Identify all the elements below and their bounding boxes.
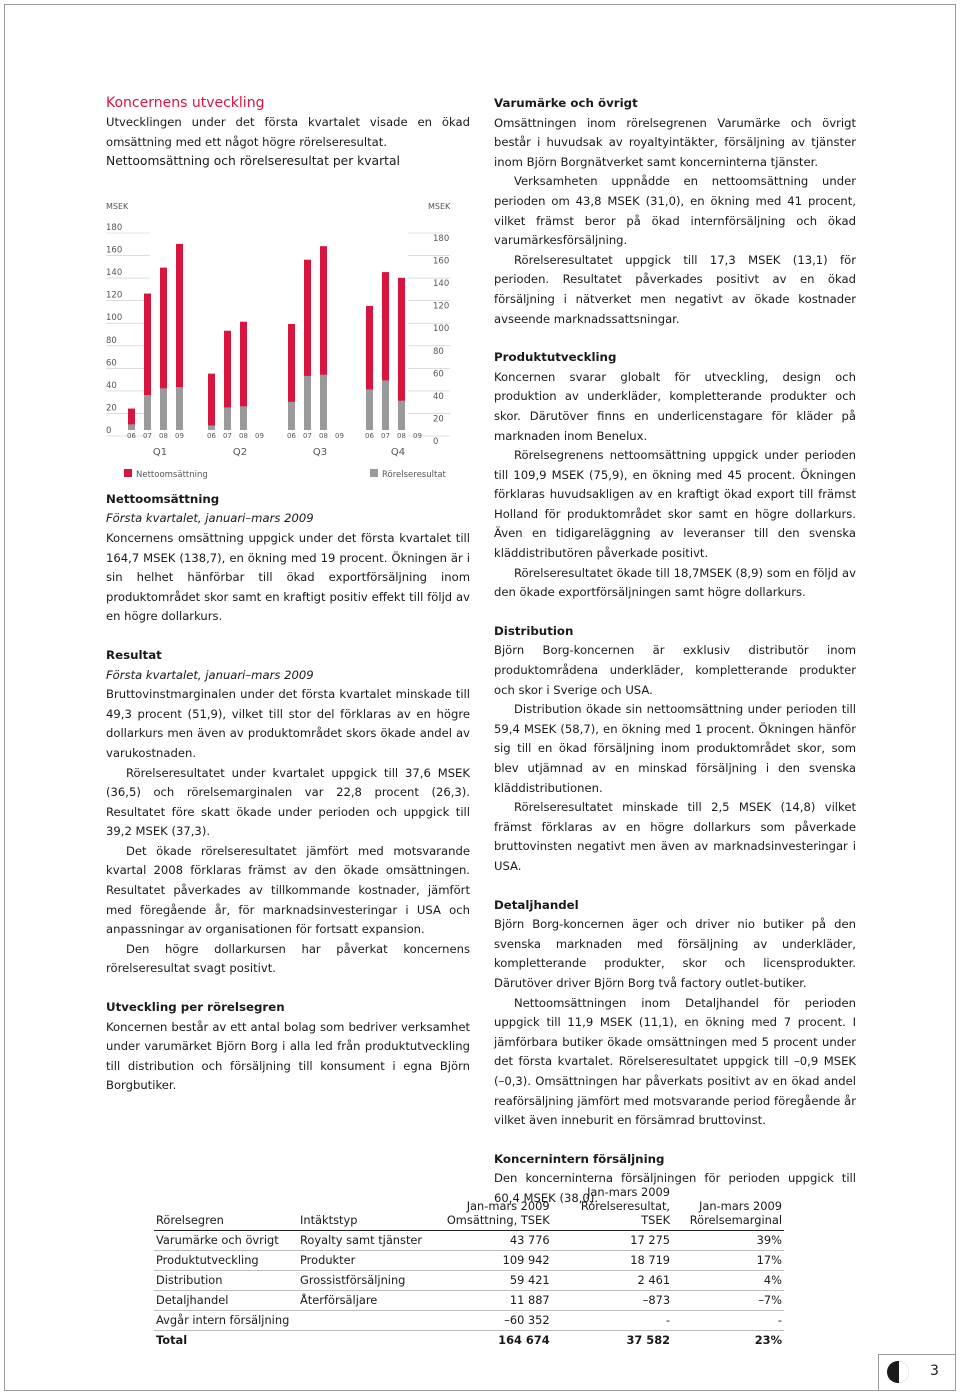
- x-tick-label: 08: [239, 432, 248, 440]
- result-bar: [144, 395, 151, 430]
- result-bar: [128, 424, 135, 430]
- product-text-2: Rörelsegrenens nettoomsättning uppgick under perioden till 109,9 MSEK (75,9), en ökning med 45 procent. Ökningen förklaras huvudsakligen av en kraftigt ökad export till främst Holland för produktområdet skor samt en högre dollarkurs. Även en tidigareläggning av leveranser till den svenska kläddistributören påverkade positivt.: [494, 448, 856, 561]
- y-tick-label-left: 80: [106, 335, 117, 346]
- net-sales-heading: Nettoomsättning: [106, 491, 220, 506]
- y-axis-unit-left: MSEK: [106, 202, 129, 211]
- y-tick-label-left: 0: [106, 426, 112, 436]
- segments-heading: Utveckling per rörelsegren: [106, 1000, 285, 1015]
- result-text-3: Det ökade rörelseresultatet jämfört med motsvarande kvartal 2008 förklaras främst av den ökade omsättningen. Resultatet påverkades av tillkommande kostnader, jämfört med föregående år, för marknadsinvesteringar i USA och anpassningar av organisationen för fortsatt expansion.: [106, 843, 470, 937]
- sales-bar: [208, 374, 215, 430]
- y-tick-label-left: 60: [106, 358, 117, 369]
- result-bar: [208, 425, 215, 430]
- x-tick-label: 07: [143, 432, 152, 440]
- result-bar: [224, 407, 231, 430]
- x-tick-label: 09: [255, 432, 264, 440]
- net-sales-text: Koncernens omsättning uppgick under det första kvartalet till 164,7 MSEK (138,7), en ökning med 19 procent. Ökningen är i sin helhet hänförbar till ökad exportförsäljning inom produktområdet skor samt en kraftigt positiv effekt till följd av en högre dollarkurs.: [106, 530, 470, 624]
- result-bar: [160, 388, 167, 430]
- legend-label-sales: Nettoomsättning: [136, 470, 208, 480]
- quarter-label: Q3: [312, 447, 328, 458]
- y-tick-label-right: 180: [433, 234, 450, 244]
- table-row: Detaljhandel Återförsäljare 11 887 –873 –7%: [154, 1291, 784, 1311]
- y-tick-label-left: 140: [106, 268, 123, 279]
- table-total-row: Total 164 674 37 582 23%: [154, 1331, 784, 1351]
- x-tick-label: 08: [159, 432, 168, 440]
- x-tick-label: 06: [127, 432, 136, 440]
- legend-swatch-sales: [124, 469, 132, 477]
- product-text-1: Koncernen svarar globalt för utveckling, design och produktion av underkläder, kompletterande produkter och skor. Därutöver finns en underlicenstagare för kläder på marknaden inom Benelux.: [494, 369, 856, 443]
- y-tick-label-right: 20: [433, 414, 444, 425]
- segments-text: Koncernen består av ett antal bolag som bedriver verksamhet under varumärket Björn Borg i alla led från produktutveckling till distribution och försäljning till konsument i egna Björn Borgbutiker.: [106, 1019, 470, 1093]
- x-tick-label: 07: [381, 432, 390, 440]
- x-tick-label: 06: [207, 432, 216, 440]
- table-row: Varumärke och övrigt Royalty samt tjänster 43 776 17 275 39%: [154, 1231, 784, 1251]
- result-text-4: Den högre dollarkursen har påverkat koncernens rörelseresultat svagt positivt.: [106, 941, 470, 976]
- y-tick-label-right: 80: [433, 346, 444, 357]
- section-heading: Koncernens utveckling: [106, 95, 265, 111]
- x-tick-label: 09: [413, 432, 422, 440]
- brand-text-2: Verksamheten uppnådde en nettoomsättning under perioden om 43,8 MSEK (31,0), en ökning med 41 procent, vilket främst beror på ökad internförsäljning och ökad varumärkesförsäljning.: [494, 174, 856, 248]
- product-text-3: Rörelseresultatet ökade till 18,7MSEK (8,9) som en följd av den ökade exportförsäljningen samt högre dollarkurs.: [494, 565, 856, 600]
- legend-label-result: Rörelseresultat: [382, 470, 446, 480]
- col-header-sales: Jan-mars 2009 Omsättning, TSEK: [438, 1183, 552, 1231]
- bjorn-borg-logo-icon: [886, 1360, 910, 1384]
- result-bar: [398, 401, 405, 430]
- distribution-heading: Distribution: [494, 623, 574, 638]
- table-row: Distribution Grossistförsäljning 59 421 2 461 4%: [154, 1271, 784, 1291]
- y-tick-label-right: 140: [433, 279, 450, 290]
- quarter-label: Q1: [152, 447, 168, 458]
- y-axis-unit-right: MSEK: [428, 202, 451, 211]
- y-tick-label-right: 60: [433, 369, 444, 380]
- col-header-segment: Rörelsegren: [154, 1183, 298, 1231]
- y-tick-label-left: 40: [106, 380, 117, 391]
- chart-title: Nettoomsättning och rörelseresultat per kvartal: [106, 154, 400, 169]
- y-tick-label-right: 160: [433, 256, 450, 267]
- y-tick-label-right: 0: [433, 437, 439, 447]
- result-bar: [288, 402, 295, 430]
- y-tick-label-left: 120: [106, 290, 123, 301]
- result-text-2: Rörelseresultatet under kvartalet uppgick till 37,6 MSEK (36,5) och rörelsemarginalen var 22,8 procent (26,3). Resultatet före skatt ökade under perioden och uppgick till 39,2 MSEK (37,3).: [106, 765, 470, 839]
- internal-text: Den koncerninterna försäljningen för perioden uppgick till 60,4 MSEK (38,0).: [494, 1171, 856, 1205]
- y-tick-label-right: 120: [433, 301, 450, 312]
- segment-table: [154, 1183, 784, 1350]
- y-tick-label-right: 100: [433, 324, 450, 335]
- product-heading: Produktutveckling: [494, 350, 617, 365]
- result-bar: [304, 376, 311, 430]
- legend-swatch-result: [370, 469, 378, 477]
- net-sales-period: Första kvartalet, januari–mars 2009: [106, 511, 314, 526]
- col-header-income-type: Intäktstyp: [298, 1183, 438, 1231]
- brand-text-3: Rörelseresultatet uppgick till 17,3 MSEK (13,1) för perioden. Resultatet påverkades positivt av en ökad försäljning i nätverket men negativt av ökade kostnader avseende marknadssattsningar.: [494, 252, 856, 326]
- col-header-margin: Jan-mars 2009 Rörelsemarginal: [672, 1183, 784, 1231]
- internal-heading: Koncernintern försäljning: [494, 1151, 665, 1166]
- result-text-1: Bruttovinstmarginalen under det första kvartalet minskade till 49,3 procent (51,9), vilket till stor del förklaras av en högre dollarkurs men även av produktområdet skors ökade andel av varukostnaden.: [106, 687, 470, 760]
- table-row: Produktutveckling Produkter 109 942 18 719 17%: [154, 1251, 784, 1271]
- result-bar: [176, 387, 183, 430]
- y-tick-label-left: 180: [106, 223, 123, 233]
- y-tick-label-right: 40: [433, 391, 444, 402]
- page-number: 3: [930, 1363, 939, 1379]
- retail-text-2: Nettoomsättningen inom Detaljhandel för perioden uppgick till 11,9 MSEK (11,1), en ökning med 7 procent. I jämförbara butiker ökade omsättningen med 5 procent under det första kvartalet. Rörelseresultatet uppgick till –0,9 MSEK (–0,3). Omsättningen har påverkats positivt av en ökad andel reaförsäljning jämfört med motsvarande period föregående år vilket även inneburit en försämrad bruttovinst.: [494, 995, 856, 1128]
- x-tick-label: 09: [335, 432, 344, 440]
- right-column: [494, 94, 856, 1208]
- x-tick-label: 06: [365, 432, 374, 440]
- brand-text-1: Omsättningen inom rörelsegrenen Varumärke och övrigt består i huvudsak av royaltyintäkter, försäljning av tjänster inom Björn Borgnätverket samt koncerninterna tjänster.: [494, 115, 856, 169]
- result-heading: Resultat: [106, 647, 162, 662]
- intro-text: Utvecklingen under det första kvartalet visade en ökad omsättning med ett något högre rörelseresultat.: [106, 115, 470, 149]
- result-bar: [320, 375, 327, 430]
- table-row: Avgår intern försäljning –60 352 - -: [154, 1311, 784, 1331]
- y-tick-label-left: 160: [106, 245, 123, 256]
- retail-heading: Detaljhandel: [494, 897, 579, 912]
- quarter-label: Q4: [390, 447, 406, 458]
- quarter-label: Q2: [232, 447, 248, 458]
- x-tick-label: 07: [303, 432, 312, 440]
- result-bar: [366, 389, 373, 430]
- result-bar: [240, 406, 247, 430]
- distribution-text-2: Distribution ökade sin nettoomsättning under perioden till 59,4 MSEK (58,7), en ökning med 1 procent. Ökningen hänför sig till en ökad försäljning inom produktområdet skor, som blev utjämnad av en minskad försäljning i den svenska kläddistributionen.: [494, 702, 856, 795]
- x-tick-label: 08: [319, 432, 328, 440]
- x-tick-label: 07: [223, 432, 232, 440]
- retail-text-1: Björn Borg-koncernen äger och driver nio butiker på den svenska marknaden med försäljning av underkläder, kompletterande produkter, skor och licensprodukter. Därutöver driver Björn Borg två factory outlet-butiker.: [494, 917, 856, 990]
- col-header-result: Jan-mars 2009 Rörelseresultat, TSEK: [552, 1183, 672, 1231]
- result-bar: [382, 380, 389, 430]
- y-tick-label-left: 20: [106, 403, 117, 414]
- brand-heading: Varumärke och övrigt: [494, 96, 638, 110]
- sales-result-chart: [98, 196, 458, 486]
- x-tick-label: 06: [287, 432, 296, 440]
- x-tick-label: 08: [397, 432, 406, 440]
- distribution-text-3: Rörelseresultatet minskade till 2,5 MSEK (14,8) vilket främst förklaras av en högre dollarkurs som påverkade bruttovinsten negativt men även av marknadsinvesteringar i USA.: [494, 800, 856, 873]
- x-tick-label: 09: [175, 432, 184, 440]
- y-tick-label-left: 100: [106, 313, 123, 324]
- result-period: Första kvartalet, januari–mars 2009: [106, 667, 314, 682]
- distribution-text-1: Björn Borg-koncernen är exklusiv distributör inom produktområdena underkläder, kompletterande produkter och skor i Sverige och USA.: [494, 643, 856, 697]
